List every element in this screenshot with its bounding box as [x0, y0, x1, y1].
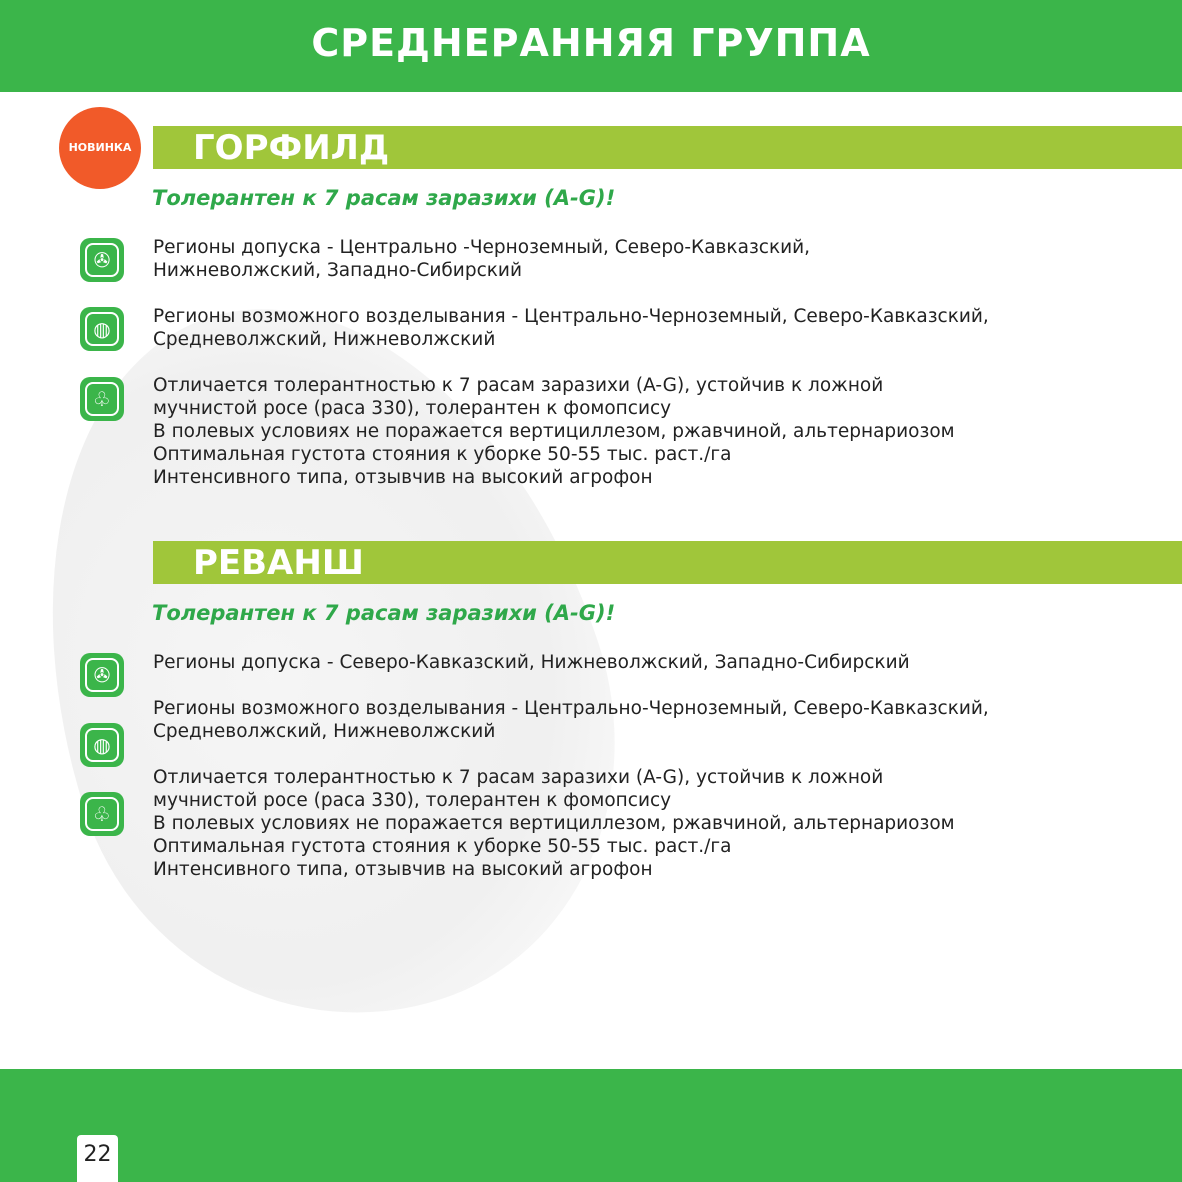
cultivation-regions: Регионы возможного возделывания - Центрально-Черноземный, Северо-Кавказский, Средневолжский, Нижневолжский [153, 698, 989, 742]
gossortkomissiya-icon: ✇ [80, 238, 124, 282]
globe-icon: ◍ [80, 307, 124, 351]
page-header: СРЕДНЕРАННЯЯ ГРУППА [0, 0, 1182, 92]
features: Отличается толерантностью к 7 расам заразихи (A-G), устойчив к ложной мучнистой росе (раса 330), толерантен к фомопсису В полевых условиях не поражается вертициллезом, ржавчиной, альтернариозом Оптимальная густота стояния к уборке 50-55 тыс. раст./га Интенсивного типа, отзывчив на высокий агрофон [153, 375, 955, 488]
globe-icon: ◍ [80, 723, 124, 767]
admission-regions: Регионы допуска - Северо-Кавказский, Нижневолжский, Западно-Сибирский [153, 652, 910, 673]
variety-title-gorfild: ГОРФИЛД [153, 126, 1182, 169]
admission-regions: Регионы допуска - Центрально -Черноземный, Северо-Кавказский, Нижневолжский, Западно-Сибирский [153, 237, 811, 281]
variety-subtitle: Толерантен к 7 расам заразихи (A-G)! [152, 186, 616, 210]
new-badge: НОВИНКА [62, 110, 138, 186]
page-footer [0, 1069, 1182, 1182]
hands-sprout-icon: ♧ [80, 792, 124, 836]
variety-title-revansh: РЕВАНШ [153, 541, 1182, 584]
variety-subtitle: Толерантен к 7 расам заразихи (A-G)! [152, 601, 616, 625]
gossortkomissiya-icon: ✇ [80, 653, 124, 697]
cultivation-regions: Регионы возможного возделывания - Центрально-Черноземный, Северо-Кавказский, Средневолжский, Нижневолжский [153, 306, 989, 350]
page-number: 22 [77, 1135, 118, 1182]
hands-sprout-icon: ♧ [80, 377, 124, 421]
features: Отличается толерантностью к 7 расам заразихи (A-G), устойчив к ложной мучнистой росе (раса 330), толерантен к фомопсису В полевых условиях не поражается вертициллезом, ржавчиной, альтернариозом Оптимальная густота стояния к уборке 50-55 тыс. раст./га Интенсивного типа, отзывчив на высокий агрофон [153, 767, 955, 880]
